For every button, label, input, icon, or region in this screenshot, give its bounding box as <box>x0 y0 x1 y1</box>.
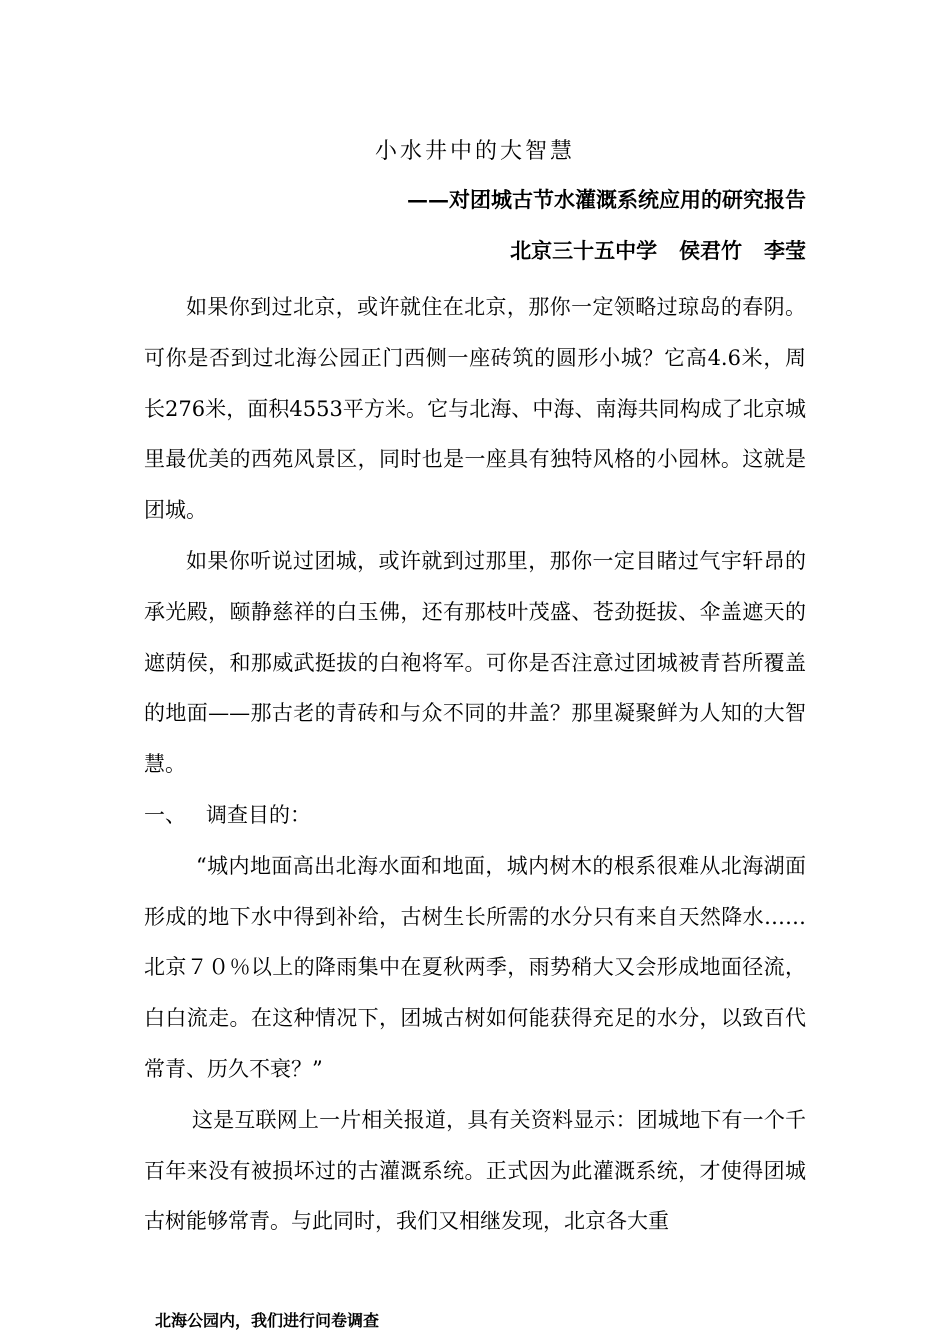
paragraph-2: 如果你听说过团城，或许就到过那里，那你一定目睹过气宇轩昂的承光殿，颐静慈祥的白玉佛，还有那枝叶茂盛、苍劲挺拔、伞盖遮天的遮荫侯，和那威武挺拔的白袍将军。可你是否注意过团城被青苔所覆盖的地面——那古老的青砖和与众不同的井盖？那里凝聚鲜为人知的大智慧。 <box>144 548 806 777</box>
paragraph-4: 这是互联网上一片相关报道，具有关资料显示：团城地下有一个千百年来没有被损坏过的古灌溉系统。正式因为此灌溉系统，才使得团城古树能够常青。与此同时，我们又相继发现，北京各大重 <box>144 1107 806 1234</box>
document-subtitle: ——对团城古节水灌溉系统应用的研究报告 <box>407 187 806 212</box>
author-line: 北京三十五中学 侯君竹 李莹 <box>510 238 806 263</box>
paragraph-quote: “城内地面高出北海水面和地面，城内树木的根系很难从北海湖面形成的地下水中得到补给，古树生长所需的水分只有来自天然降水……北京７０％以上的降雨集中在夏秋两季，雨势稍大又会形成地面径流，白白流走。在这种情况下，团城古树如何能获得充足的水分，以致百代常青、历久不衰？” <box>144 853 806 1081</box>
paragraph-1: 如果你到过北京，或许就住在北京，那你一定领略过琼岛的春阴。可你是否到过北海公园正门西侧一座砖筑的圆形小城？它高4.6米，周长276米，面积4553平方米。它与北海、中海、南海共同构成了北京城里最优美的西苑风景区，同时也是一座具有独特风格的小园林。这就是团城。 <box>144 295 806 523</box>
section-heading-1: 一、 调查目的： <box>144 802 312 827</box>
photo-caption: 北海公园内，我们进行问卷调查 <box>155 1311 380 1330</box>
document-title: 小水井中的大智慧 <box>374 139 575 164</box>
document-body <box>144 282 806 1247</box>
